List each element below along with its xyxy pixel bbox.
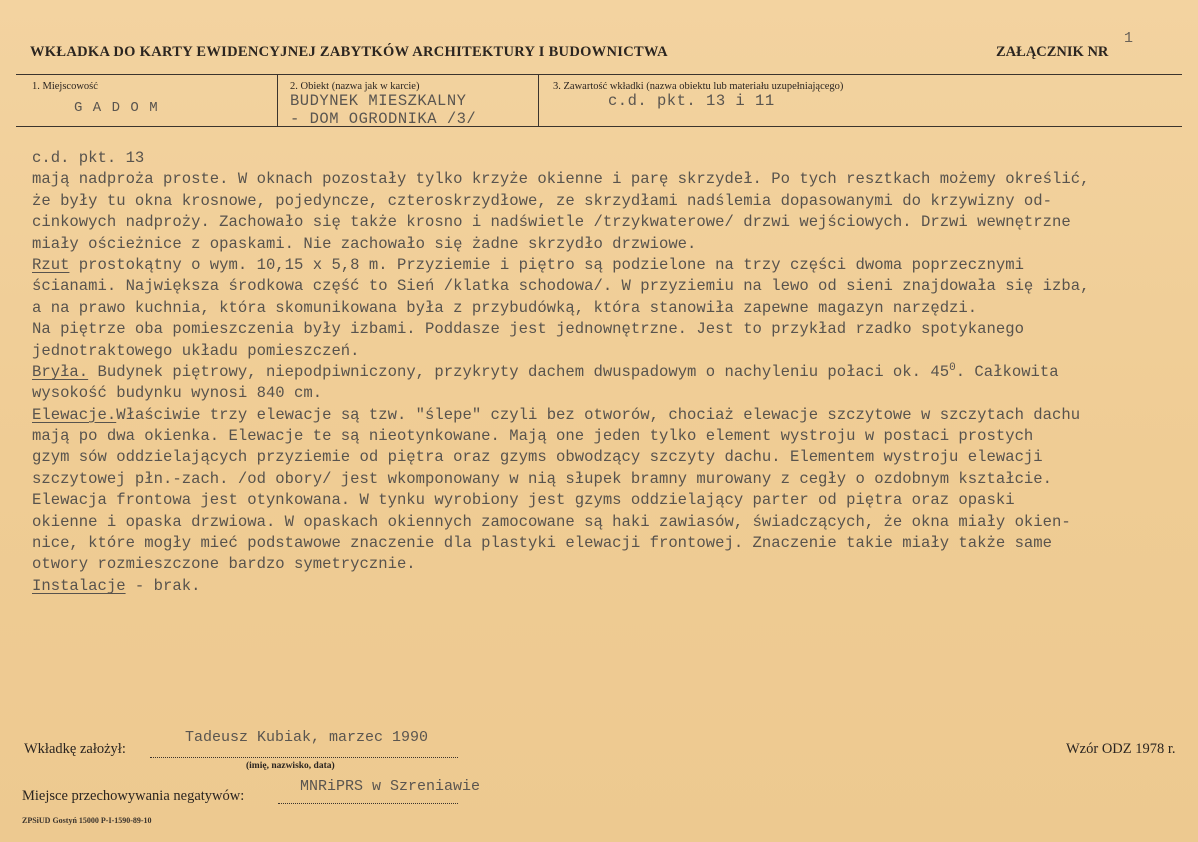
text-line bbox=[32, 576, 1182, 597]
text-segment: Budynek piętrowy, niepodpiwniczony, przykryty dachem dwuspadowym o nachyleniu połaci ok. 45 bbox=[88, 362, 950, 381]
section-heading: Elewacje. bbox=[32, 405, 117, 424]
field-divider-1 bbox=[277, 74, 278, 126]
text-segment: . Całkowita bbox=[955, 362, 1059, 381]
text-line bbox=[32, 469, 1182, 490]
text-segment: ścianami. Największa środkowa część to Sień /klatka schodowa/. W przyziemiu na lewo od sieni znajdowała się izba, bbox=[32, 277, 1090, 296]
text-line bbox=[32, 212, 1182, 233]
text-segment: gzym sów oddzielających przyziemie od piętra oraz gzyms obwodzący szczyty dachu. Elementem wystroju elewacji bbox=[32, 448, 1043, 467]
field-3-value: c.d. pkt. 13 i 11 bbox=[608, 92, 775, 110]
field-1-label: 1. Miejscowość bbox=[32, 81, 98, 92]
section-heading: Rzut bbox=[32, 255, 70, 274]
text-line bbox=[32, 490, 1182, 511]
text-segment: Elewacja frontowa jest otynkowana. W tynku wyrobiony jest gzyms oddzielający parter od piętra oraz opaski bbox=[32, 491, 1015, 510]
text-segment: nice, które mogły mieć podstawowe znaczenie dla plastyki elewacji frontowej. Znaczenie takie miały także same bbox=[32, 534, 1052, 553]
text-line bbox=[32, 276, 1182, 297]
text-line bbox=[32, 383, 1182, 404]
annex-label: ZAŁĄCZNIK NR bbox=[996, 44, 1109, 60]
negatives-storage-value: MNRiPRS w Szreniawie bbox=[300, 778, 481, 795]
text-segment: że były tu okna krosnowe, pojedyncze, czteroskrzydłowe, ze skrzydłami nadślemia dopasowanymi do krzywizny od- bbox=[32, 191, 1052, 210]
text-line bbox=[32, 319, 1182, 340]
text-segment: okienne i opaska drzwiowa. W opaskach okiennych zamocowane są haki zawiasów, świadczących, że okna miały okien- bbox=[32, 512, 1071, 531]
text-segment: Na piętrze oba pomieszczenia były izbami. Poddasze jest jednownętrzne. Jest to przykład rzadko spotykanego bbox=[32, 320, 1024, 339]
text-segment: miały ościeżnice z opaskami. Nie zachowało się żadne skrzydło drzwiowe. bbox=[32, 234, 697, 253]
text-line bbox=[32, 447, 1182, 468]
created-by-line bbox=[150, 757, 458, 758]
text-segment: szczytowej płn.-zach. /od obory/ jest wkomponowany w nią słupek bramny murowany z cegły o ozdobnym kształcie. bbox=[32, 469, 1052, 488]
text-line bbox=[32, 169, 1182, 190]
degree-superscript: 0 bbox=[949, 361, 956, 374]
printer-imprint: ZPSiUD Gostyń 15000 P-I-1590-89-10 bbox=[22, 816, 152, 825]
negatives-storage-line bbox=[278, 803, 458, 804]
text-line bbox=[32, 554, 1182, 575]
field-2-label: 2. Obiekt (nazwa jak w karcie) bbox=[290, 81, 420, 92]
text-segment: - brak. bbox=[125, 576, 201, 595]
text-line bbox=[32, 191, 1182, 212]
field-2-value-line2: - DOM OGRODNIKA /3/ bbox=[290, 110, 477, 128]
template-label: Wzór ODZ 1978 r. bbox=[1066, 741, 1176, 757]
text-line bbox=[32, 255, 1182, 276]
text-segment: mają po dwa okienka. Elewacje te są nieotynkowane. Mają one jeden tylko element wystroju w postaci prostych bbox=[32, 427, 1034, 446]
text-segment: jednotraktowego układu pomieszczeń. bbox=[32, 341, 360, 360]
section-heading: Bryła. bbox=[32, 362, 89, 381]
annex-number: 1 bbox=[1124, 30, 1134, 47]
created-by-value: Tadeusz Kubiak, marzec 1990 bbox=[185, 729, 429, 746]
header-top-rule bbox=[16, 74, 1182, 75]
description-body bbox=[32, 148, 1182, 597]
text-segment: otwory rozmieszczone bardzo symetrycznie. bbox=[32, 555, 416, 574]
text-line bbox=[32, 298, 1182, 319]
text-line bbox=[32, 533, 1182, 554]
text-segment: wysokość budynku wynosi 840 cm. bbox=[32, 384, 323, 403]
text-segment: cinkowych nadproży. Zachowało się także krosno i nadświetle /trzykwaterowe/ drzwi wejściowych. Drzwi wewnętrzne bbox=[32, 213, 1071, 232]
created-by-hint: (imię, nazwisko, data) bbox=[246, 761, 335, 771]
text-line bbox=[32, 362, 1182, 383]
text-segment: Właściwie trzy elewacje są tzw. "ślepe" czyli bez otworów, chociaż elewacje szczytowe w szczytach dachu bbox=[116, 405, 1081, 424]
created-by-label: Wkładkę założył: bbox=[24, 741, 126, 757]
card-title: WKŁADKA DO KARTY EWIDENCYJNEJ ZABYTKÓW ARCHITEKTURY I BUDOWNICTWA bbox=[30, 44, 668, 60]
text-line bbox=[32, 341, 1182, 362]
text-line bbox=[32, 426, 1182, 447]
field-divider-2 bbox=[538, 74, 539, 126]
text-segment: prostokątny o wym. 10,15 x 5,8 m. Przyziemie i piętro są podzielone na trzy części dwoma poprzecznymi bbox=[69, 255, 1024, 274]
text-segment: mają nadproża proste. W oknach pozostały tylko krzyże okienne i parę skrzydeł. Po tych resztkach możemy określić, bbox=[32, 170, 1090, 189]
section-heading: Instalacje bbox=[32, 576, 126, 595]
text-segment: a na prawo kuchnia, która skomunikowana była z przybudówką, która stanowiła zapewne magazyn narzędzi. bbox=[32, 298, 978, 317]
text-segment: c.d. pkt. 13 bbox=[32, 149, 145, 167]
text-line bbox=[32, 148, 1182, 169]
text-line bbox=[32, 405, 1182, 426]
field-1-value: G A D O M bbox=[74, 100, 159, 116]
negatives-storage-label: Miejsce przechowywania negatywów: bbox=[22, 788, 245, 804]
field-3-label: 3. Zawartość wkładki (nazwa obiektu lub materiału uzupełniającego) bbox=[553, 81, 844, 92]
header-bottom-rule bbox=[16, 126, 1182, 127]
text-line bbox=[32, 234, 1182, 255]
field-2-value-line1: BUDYNEK MIESZKALNY bbox=[290, 92, 467, 110]
text-line bbox=[32, 512, 1182, 533]
